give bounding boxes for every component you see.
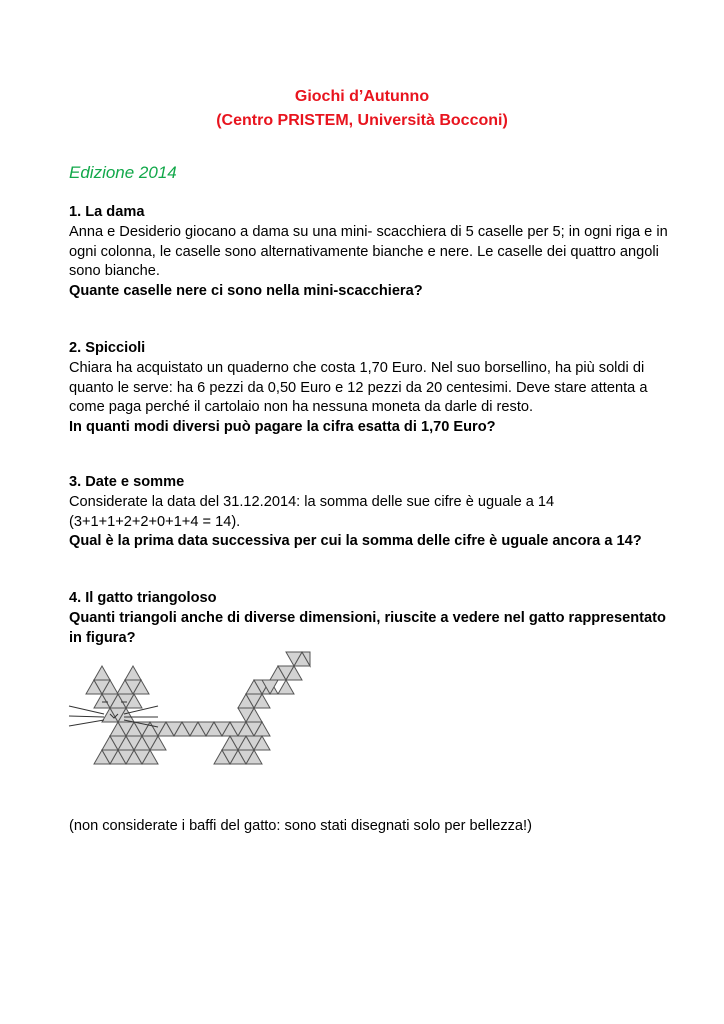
problem-text: Considerate la data del 31.12.2014: la somma delle sue cifre è uguale a 14 (3+1+1+2+2+0+1+4 = 14). bbox=[69, 493, 555, 530]
page-title: Giochi d’Autunno bbox=[294, 88, 430, 105]
problem-4 bbox=[69, 589, 669, 648]
cat-triangle bbox=[94, 666, 110, 680]
problem-heading: 3. Date e somme bbox=[69, 474, 185, 490]
problem-1 bbox=[69, 203, 669, 302]
problem-question: Quante caselle nere ci sono nella mini-scacchiera? bbox=[69, 283, 423, 300]
problem-text: Chiara ha acquistato un quaderno che costa 1,70 Euro. Nel suo borsellino, ha più soldi di quanto le serve: ha 6 pezzi da 0,50 Euro e 12 pezzi da 20 centesimi. Deve stare attenta a come paga perché il cartolaio non ha nessuna moneta da darle di resto. bbox=[69, 359, 648, 416]
problem-question: In quanti modi diversi può pagare la cifra esatta di 1,70 Euro? bbox=[69, 419, 496, 436]
problem-heading: 1. La dama bbox=[69, 204, 145, 220]
problem-heading: 2. Spiccioli bbox=[69, 340, 146, 356]
problem-question: Quanti triangoli anche di diverse dimensioni, riuscite a vedere nel gatto rappresentato in figura? bbox=[69, 609, 666, 646]
figure-note: (non considerate i baffi del gatto: sono stati disegnati solo per bellezza!) bbox=[69, 818, 532, 834]
problem-2 bbox=[69, 339, 669, 438]
cat-triangle bbox=[125, 666, 141, 680]
page-subtitle: (Centro PRISTEM, Università Bocconi) bbox=[216, 112, 508, 129]
problem-heading: 4. Il gatto triangoloso bbox=[69, 590, 217, 606]
problem-3 bbox=[69, 473, 669, 552]
problem-text: Anna e Desiderio giocano a dama su una mini- scacchiera di 5 caselle per 5; in ogni riga e in ogni colonna, le caselle sono alternativamente bianche e nere. Le caselle dei quattro angoli sono bianche. bbox=[69, 223, 668, 280]
cat-triangle bbox=[278, 680, 294, 694]
edition-label: Edizione 2014 bbox=[69, 163, 177, 182]
problem-question: Qual è la prima data successiva per cui la somma delle cifre è uguale ancora a 14? bbox=[69, 533, 642, 550]
triangle-cat-figure bbox=[64, 648, 334, 803]
